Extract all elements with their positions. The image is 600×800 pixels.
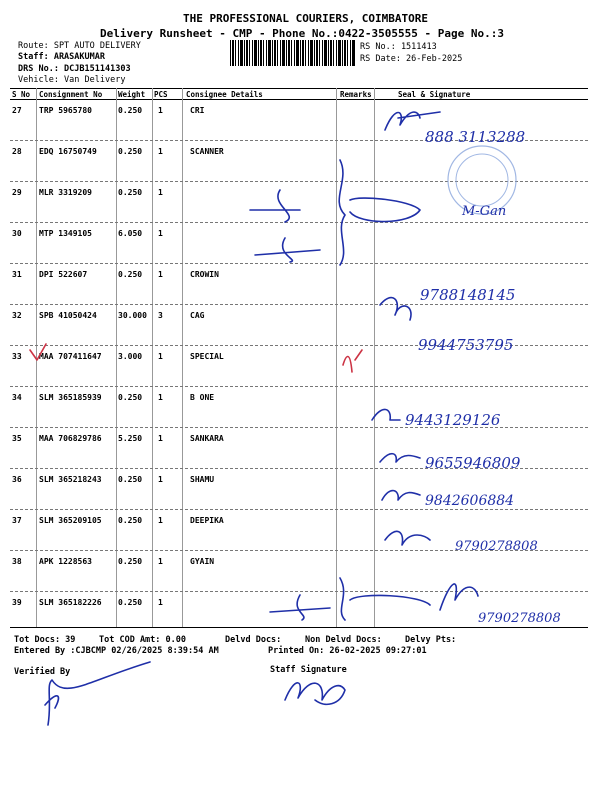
phone-row31: 9788148145 — [420, 286, 516, 304]
cell-wt: 0.250 — [118, 598, 143, 607]
cell-name: SHAMU — [190, 475, 215, 484]
delivery-points: Delvy Pts: — [405, 635, 457, 645]
signature-row39 — [270, 578, 478, 620]
col-sno: S No — [12, 90, 31, 99]
cell-wt: 30.000 — [118, 311, 147, 320]
cell-cons: SLM 365218243 — [39, 475, 102, 484]
route-label: Route: SPT AUTO DELIVERY — [18, 41, 141, 51]
phone-row27: 888 3113288 — [425, 128, 526, 146]
drs-number: DRS No.: DCJB151141303 — [18, 64, 131, 74]
cell-name: SPECIAL — [190, 352, 224, 361]
phone-row37: 9790278808 — [455, 539, 538, 554]
cell-name: SANKARA — [190, 434, 224, 443]
red-remark — [343, 350, 362, 372]
cell-name: B ONE — [190, 393, 215, 402]
cell-sno: 34 — [12, 393, 22, 402]
cell-sno: 29 — [12, 188, 22, 197]
cell-name: CROWIN — [190, 270, 219, 279]
cell-cons: MAA 706829786 — [39, 434, 102, 443]
cell-pcs: 1 — [158, 516, 163, 525]
cell-cons: DPI 522607 — [39, 270, 88, 279]
cell-cons: MLR 3319209 — [39, 188, 92, 197]
cell-sno: 39 — [12, 598, 22, 607]
cell-wt: 0.250 — [118, 270, 143, 279]
cell-sno: 31 — [12, 270, 22, 279]
cell-cons: EDQ 16750749 — [39, 147, 97, 156]
col-consignment: Consignment No — [39, 90, 103, 99]
staff-signature-label: Staff Signature — [270, 665, 347, 675]
cell-wt: 5.250 — [118, 434, 143, 443]
signature-row37 — [385, 531, 430, 545]
entered-by: Entered By :CJBCMP 02/26/2025 8:39:54 AM — [14, 646, 219, 656]
staff-signature — [285, 683, 345, 704]
cell-sno: 27 — [12, 106, 22, 115]
verified-by-label: Verified By — [14, 667, 71, 677]
cell-sno: 35 — [12, 434, 22, 443]
cell-pcs: 1 — [158, 598, 163, 607]
phone-row39: 9790278808 — [478, 611, 561, 626]
non-delivered-docs: Non Delvd Docs: — [305, 635, 382, 645]
cell-pcs: 1 — [158, 106, 163, 115]
cell-pcs: 1 — [158, 270, 163, 279]
phone-row36: 9842606884 — [425, 493, 515, 509]
cell-pcs: 3 — [158, 311, 163, 320]
phone-row34: 9443129126 — [405, 411, 501, 429]
cell-wt: 0.250 — [118, 475, 143, 484]
cell-sno: 32 — [12, 311, 22, 320]
cell-name: GYAIN — [190, 557, 215, 566]
cell-cons: SLM 365185939 — [39, 393, 102, 402]
signature-row34 — [372, 409, 400, 420]
signature-row29 — [250, 160, 420, 265]
col-consignee: Consignee Details — [186, 90, 263, 99]
signature-row30 — [255, 238, 320, 262]
cell-wt: 0.250 — [118, 557, 143, 566]
cell-pcs: 1 — [158, 434, 163, 443]
cell-wt: 3.000 — [118, 352, 143, 361]
runsheet-title: Delivery Runsheet - CMP - Phone No.:0422-3505555 - Page No.:3 — [100, 27, 504, 40]
cell-wt: 6.050 — [118, 229, 143, 238]
col-weight: Weight — [118, 90, 146, 99]
cell-pcs: 1 — [158, 475, 163, 484]
name-row29: M-Gan — [462, 204, 507, 219]
cell-name: SCANNER — [190, 147, 224, 156]
printed-on: Printed On: 26-02-2025 09:27:01 — [268, 646, 427, 656]
col-remarks: Remarks — [340, 90, 372, 99]
phone-row32: 9944753795 — [418, 336, 514, 354]
cell-cons: SLM 365209105 — [39, 516, 102, 525]
signature-row32 — [380, 298, 411, 320]
col-pcs: PCS — [154, 90, 168, 99]
cell-pcs: 1 — [158, 229, 163, 238]
cell-pcs: 1 — [158, 147, 163, 156]
delivered-docs: Delvd Docs: — [225, 635, 282, 645]
cell-sno: 28 — [12, 147, 22, 156]
cell-cons: TRP 5965780 — [39, 106, 92, 115]
signature-row35 — [380, 454, 420, 462]
cell-wt: 0.250 — [118, 188, 143, 197]
cell-sno: 38 — [12, 557, 22, 566]
cell-wt: 0.250 — [118, 106, 143, 115]
company-name: THE PROFESSIONAL COURIERS, COIMBATORE — [183, 12, 429, 25]
vehicle-label: Vehicle: Van Delivery — [18, 75, 126, 85]
cell-cons: APK 1228563 — [39, 557, 92, 566]
cell-sno: 36 — [12, 475, 22, 484]
phone-row35: 9655946809 — [425, 454, 521, 472]
rs-date: RS Date: 26-Feb-2025 — [360, 54, 463, 64]
cell-sno: 30 — [12, 229, 22, 238]
total-docs: Tot Docs: 39 — [14, 635, 76, 645]
cell-pcs: 1 — [158, 393, 163, 402]
cell-wt: 0.250 — [118, 147, 143, 156]
cell-name: CRI — [190, 106, 205, 115]
cell-cons: MTP 1349105 — [39, 229, 92, 238]
cell-pcs: 1 — [158, 188, 163, 197]
cell-wt: 0.250 — [118, 516, 143, 525]
cell-cons: SLM 365182226 — [39, 598, 102, 607]
verified-by-signature — [45, 662, 150, 725]
cell-sno: 37 — [12, 516, 22, 525]
cell-pcs: 1 — [158, 557, 163, 566]
signature-row36 — [382, 491, 420, 500]
tick-mark — [30, 344, 46, 360]
cell-cons: SPB 41050424 — [39, 311, 97, 320]
cell-name: CAG — [190, 311, 205, 320]
rs-number: RS No.: 1511413 — [360, 42, 437, 52]
staff-label: Staff: ARASAKUMAR — [18, 52, 105, 62]
cell-pcs: 1 — [158, 352, 163, 361]
cell-cons: MAA 707411647 — [39, 352, 102, 361]
cell-name: DEEPIKA — [190, 516, 224, 525]
cell-sno: 33 — [12, 352, 22, 361]
cell-wt: 0.250 — [118, 393, 143, 402]
col-seal-signature: Seal & Signature — [398, 90, 471, 99]
total-cod-amount: Tot COD Amt: 0.00 — [99, 635, 186, 645]
